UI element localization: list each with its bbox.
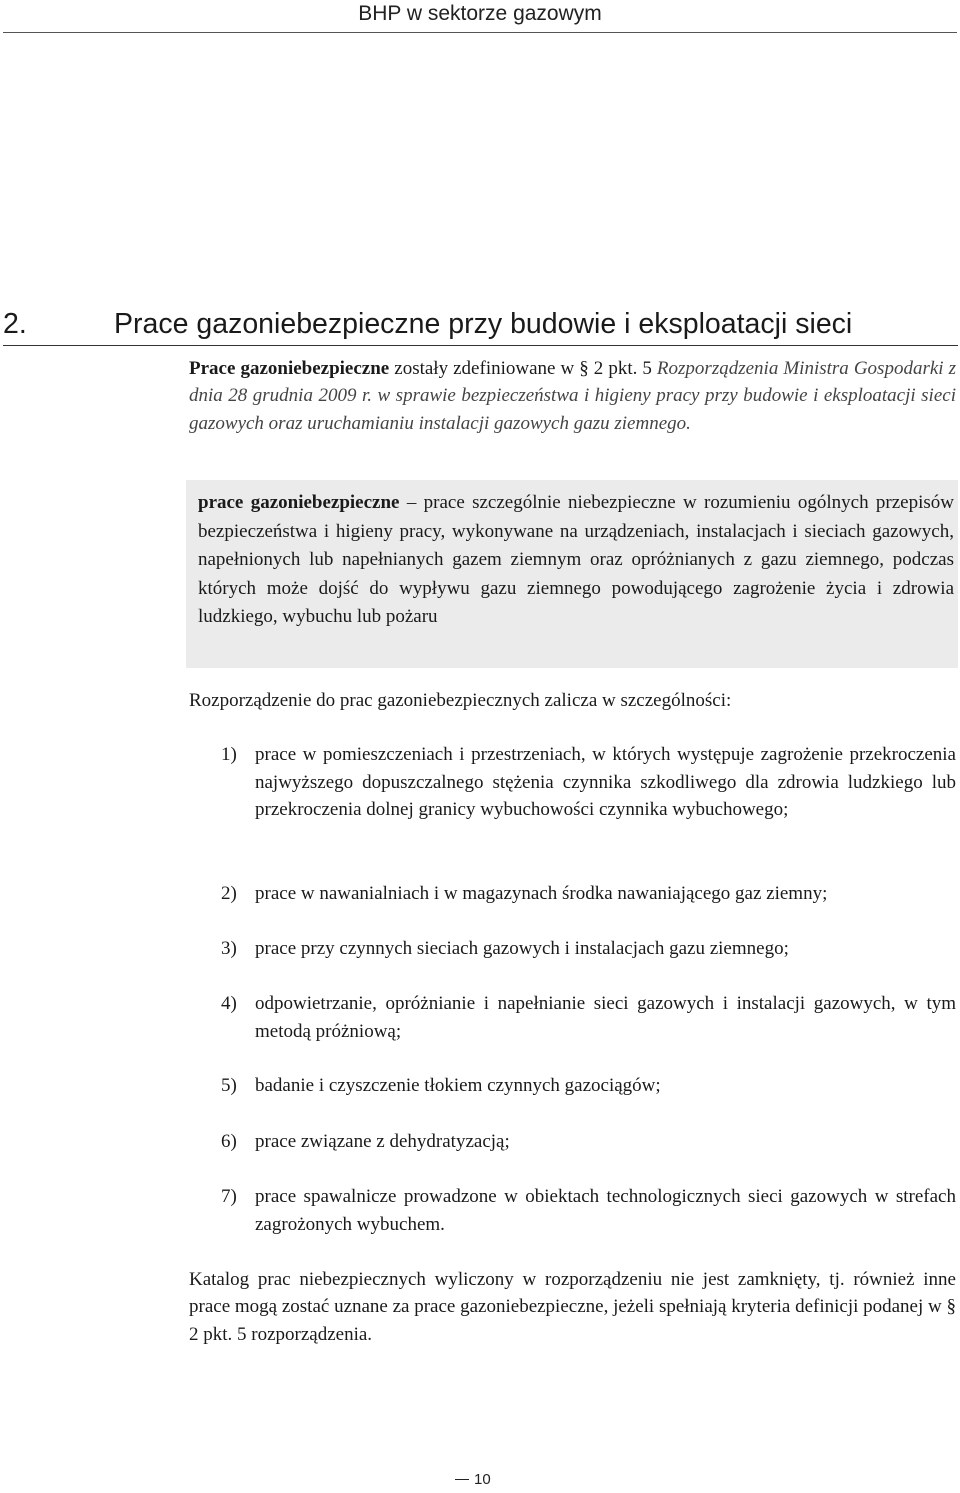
list-marker: 7) bbox=[221, 1186, 237, 1207]
list-item bbox=[189, 1128, 956, 1156]
list-item-text: prace w nawanialniach i w magazynach środka nawaniającego gaz ziemny; bbox=[255, 883, 828, 904]
list-item-text: odpowietrzanie, opróżnianie i napełnianie sieci gazowych i instalacji gazowych, w tym metodą próżniową; bbox=[255, 993, 956, 1042]
chapter-rule bbox=[3, 345, 958, 346]
intro-term: Prace gazoniebezpieczne bbox=[189, 358, 390, 379]
list-marker: 6) bbox=[221, 1131, 237, 1152]
header-rule bbox=[3, 32, 957, 33]
page-number bbox=[455, 1471, 491, 1489]
chapter-title bbox=[3, 304, 958, 344]
list-marker: 4) bbox=[221, 993, 237, 1014]
list-item-text: prace przy czynnych sieciach gazowych i instalacjach gazu ziemnego; bbox=[255, 938, 789, 959]
closing-paragraph: Katalog prac niebezpiecznych wyliczony w rozporządzeniu nie jest zamknięty, tj. również inne prace mogą zostać uznane za prace gazoniebezpieczne, jeżeli spełniają kryteria definicji podanej w § 2 pkt. 5 rozporządzenia. bbox=[189, 1269, 956, 1345]
list-item bbox=[189, 880, 956, 908]
list-item bbox=[189, 1183, 956, 1238]
running-header: BHP w sektorze gazowym bbox=[358, 2, 602, 25]
intro-paragraph bbox=[189, 355, 956, 437]
definition-text: – prace szczególnie niebezpieczne w rozumieniu ogólnych przepisów bezpieczeństwa i higieny pracy, wykonywane na urządzeniach, instalacjach i sieciach gazowych, napełnionych lub napełnianych gazem ziemnym oraz opróżnianych z gazu ziemnego, podczas których może dojść do wypływu gazu ziemnego powodującego zagrożenie życia i zdrowia ludzkiego, wybuchu lub pożaru bbox=[198, 492, 954, 627]
list-item-text: prace spawalnicze prowadzone w obiektach technologicznych sieci gazowych w strefach zagrożonych wybuchem. bbox=[255, 1186, 956, 1235]
page-number-text: 10 bbox=[474, 1471, 491, 1488]
chapter-number: 2. bbox=[3, 308, 27, 340]
list-intro: Rozporządzenie do prac gazoniebezpiecznych zalicza w szczególności: bbox=[189, 690, 732, 711]
definition-box bbox=[186, 480, 958, 668]
list-item bbox=[189, 1072, 956, 1100]
definition-paragraph bbox=[198, 489, 954, 632]
list-item-text: prace związane z dehydratyzacją; bbox=[255, 1131, 510, 1152]
chapter-title-text: Prace gazoniebezpieczne przy budowie i eksploatacji sieci bbox=[114, 308, 853, 340]
intro-regulation: Rozporządzenia Ministra Gospodarki z dnia 28 grudnia 2009 r. w sprawie bezpieczeństwa i higieny pracy przy budowie i eksploatacji sieci gazowych oraz uruchamianiu instalacji gazowych gazu ziemnego. bbox=[189, 358, 956, 434]
definition-term: prace gazoniebezpieczne bbox=[198, 492, 400, 513]
list-marker: 1) bbox=[221, 744, 237, 765]
list-item bbox=[189, 741, 956, 824]
folio-dash bbox=[455, 1479, 469, 1480]
list-marker: 2) bbox=[221, 883, 237, 904]
list-marker: 3) bbox=[221, 938, 237, 959]
list-item-text: prace w pomieszczeniach i przestrzeniach, w których występuje zagrożenie przekroczenia najwyższego dopuszczalnego stężenia czynnika szkodliwego dla zdrowia ludzkiego lub przekroczenia dolnej granicy wybuchowości czynnika wybuchowego; bbox=[255, 744, 956, 821]
list-marker: 5) bbox=[221, 1075, 237, 1096]
list-item bbox=[189, 990, 956, 1045]
intro-text: zostały zdefiniowane w § 2 pkt. 5 bbox=[389, 358, 657, 379]
list-item-text: badanie i czyszczenie tłokiem czynnych gazociągów; bbox=[255, 1075, 661, 1096]
list-item bbox=[189, 935, 956, 963]
